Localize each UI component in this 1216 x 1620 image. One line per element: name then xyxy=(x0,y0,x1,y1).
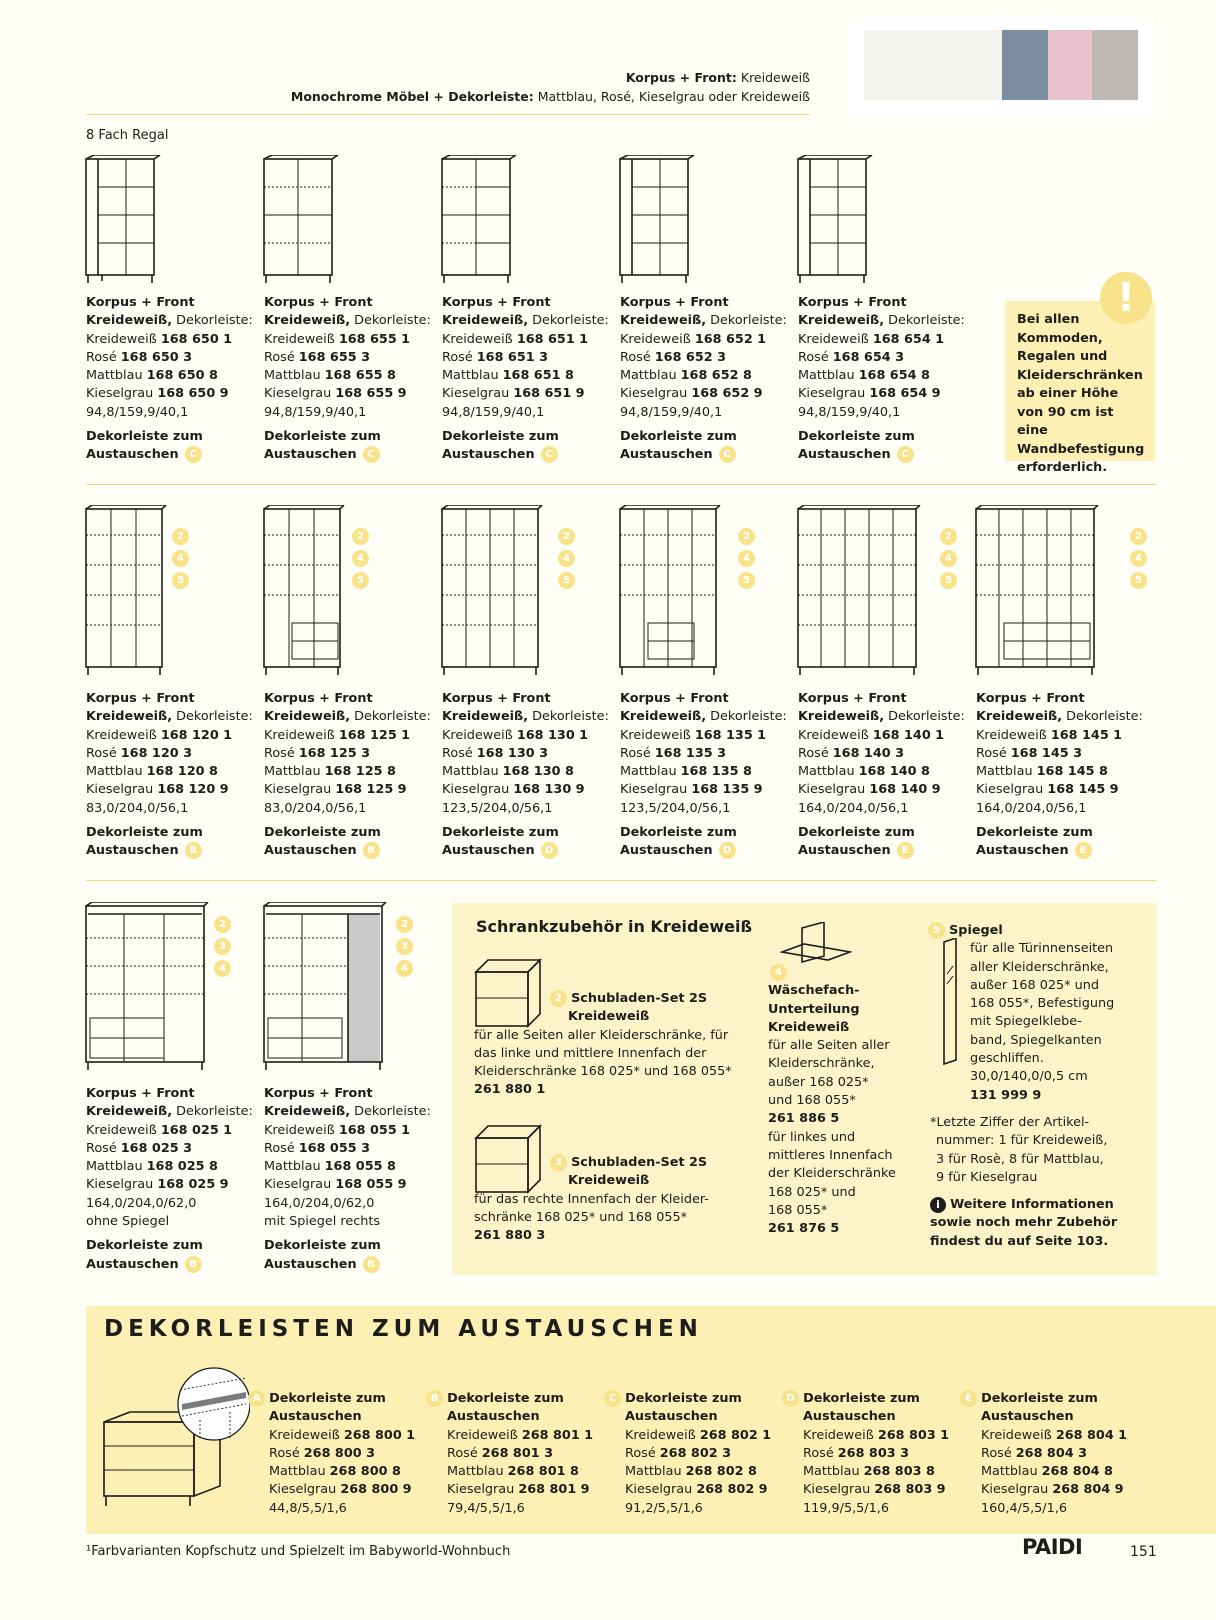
exclamation-icon: ! xyxy=(1100,272,1152,324)
deko-item: A Dekorleiste zum Austauschen Kreideweiß 268 800 1 Rosé 268 800 3 Mattblau 268 800 8 Kieselgrau 268 800 9 44,8/5,5/1,6 xyxy=(246,1390,416,1518)
accessory-badges: 2 3 4 xyxy=(214,916,232,982)
wall-mount-notice: Bei allen Kommoden, Regalen und Kleiderschränken ab einer Höhe von 90 cm ist eine Wandbefestigung erforderlich. xyxy=(1005,301,1155,461)
deko-badge: D xyxy=(719,842,736,859)
product-item: Korpus + Front Kreideweiß, Dekorleiste: Kreideweiß 168 652 1 Rosé 168 652 3 Mattblau 168 652 8 Kieselgrau 168 652 9 94,8/159,9/40,1 Dekorleiste zum Austauschen C xyxy=(620,295,787,463)
accessory-shelf-divider: 4 Wäschefach- Unterteilung Kreideweiß für alle Seiten aller Kleiderschränke, außer 168 025* und 168 055* 261 886 5 für linkes und mittleres Innenfach der Kleiderschränke 168 025* und 168 055* 261 876 5 xyxy=(768,964,918,1238)
product-item: Korpus + Front Kreideweiß, Dekorleiste: Kreideweiß 168 130 1 Rosé 168 130 3 Mattblau 168 130 8 Kieselgrau 168 130 9 123,5/204,0/56,1 Dekorleiste zum Austauschen D xyxy=(442,691,609,859)
product-item: Korpus + Front Kreideweiß, Dekorleiste: Kreideweiß 168 055 1 Rosé 168 055 3 Mattblau 168 055 8 Kieselgrau 168 055 9 164,0/204,0/62,0 mit Spiegel rechts Dekorleiste zum Austauschen B xyxy=(264,1086,431,1272)
product-item: Korpus + Front Kreideweiß, Dekorleiste: Kreideweiß 168 125 1 Rosé 168 125 3 Mattblau 168 125 8 Kieselgrau 168 125 9 83,0/204,0/56,1 Dekorleiste zum Austauschen B xyxy=(264,691,431,859)
product-item: Korpus + Front Kreideweiß, Dekorleiste: Kreideweiß 168 145 1 Rosé 168 145 3 Mattblau 168 145 8 Kieselgrau 168 145 9 164,0/204,0/56,1 Dekorleiste zum Austauschen E xyxy=(976,691,1143,859)
header-info xyxy=(150,68,810,106)
swatch-kieselgrau xyxy=(1092,30,1138,100)
deko-badge: C xyxy=(897,446,914,463)
product-item: Korpus + Front Kreideweiß, Dekorleiste: Kreideweiß 168 025 1 Rosé 168 025 3 Mattblau 168 025 8 Kieselgrau 168 025 9 164,0/204,0/62,0 ohne Spiegel Dekorleiste zum Austauschen B xyxy=(86,1086,253,1272)
deko-item: D Dekorleiste zum Austauschen Kreideweiß 268 803 1 Rosé 268 803 3 Mattblau 268 803 8 Kieselgrau 268 803 9 119,9/5,5/1,6 xyxy=(780,1390,950,1518)
header-line2-value: Mattblau, Rosé, Kieselgrau oder Kreideweiß xyxy=(537,89,810,104)
deko-item: C Dekorleiste zum Austauschen Kreideweiß 268 802 1 Rosé 268 802 3 Mattblau 268 802 8 Kieselgrau 268 802 9 91,2/5,5/1,6 xyxy=(602,1390,772,1518)
wardrobe-drawing xyxy=(796,505,922,677)
sliding-wardrobe-drawing xyxy=(84,902,210,1072)
accessory-badges: 2 4 5 xyxy=(940,528,958,594)
deko-badge: C xyxy=(719,446,736,463)
color-swatches xyxy=(848,18,1154,116)
shelf-drawing xyxy=(440,155,518,287)
deko-badge: E xyxy=(1075,842,1092,859)
product-item: Korpus + Front Kreideweiß, Dekorleiste: Kreideweiß 168 120 1 Rosé 168 120 3 Mattblau 168 120 8 Kieselgrau 168 120 9 83,0/204,0/56,1 Dekorleiste zum Austauschen B xyxy=(86,691,253,859)
shelf-drawing xyxy=(84,155,162,287)
deko-badge: B xyxy=(363,842,380,859)
accessory-mirror: 5 Spiegel für alle Türinnenseiten aller Kleiderschränke, außer 168 025* und 168 055*, Befestigung mit Spiegelklebe- band, Spiegelkanten geschliffen. 30,0/140,0/0,5 cm 131 999 9 xyxy=(948,922,1148,1105)
shelf-drawing xyxy=(618,155,696,287)
deko-badge: C xyxy=(185,446,202,463)
deko-badge: D xyxy=(541,842,558,859)
product-item: Korpus + Front Kreideweiß, Dekorleiste: Kreideweiß 168 651 1 Rosé 168 651 3 Mattblau 168 651 8 Kieselgrau 168 651 9 94,8/159,9/40,1 Dekorleiste zum Austauschen C xyxy=(442,295,609,463)
brand-logo: PAIDI xyxy=(1022,1535,1083,1559)
accessory-badges: 2 4 5 xyxy=(1130,528,1148,594)
deko-item: B Dekorleiste zum Austauschen Kreideweiß 268 801 1 Rosé 268 801 3 Mattblau 268 801 8 Kieselgrau 268 801 9 79,4/5,5/1,6 xyxy=(424,1390,594,1518)
product-item: Korpus + Front Kreideweiß, Dekorleiste: Kreideweiß 168 655 1 Rosé 168 655 3 Mattblau 168 655 8 Kieselgrau 168 655 9 94,8/159,9/40,1 Dekorleiste zum Austauschen C xyxy=(264,295,431,463)
row-divider xyxy=(86,484,1156,485)
more-info-note: i Weitere Informationen sowie noch mehr Zubehör findest du auf Seite 103. xyxy=(930,1197,1118,1249)
section-title: 8 Fach Regal xyxy=(86,128,169,143)
accessory-drawer-set-2s-right: 3 Schubladen-Set 2S Kreideweiß für das rechte Innenfach der Kleider- schränke 168 025* und 168 055* 261 880 3 xyxy=(474,1155,709,1244)
deko-title: DEKORLEISTEN ZUM AUSTAUSCHEN xyxy=(104,1316,703,1342)
product-item: Korpus + Front Kreideweiß, Dekorleiste: Kreideweiß 168 135 1 Rosé 168 135 3 Mattblau 168 135 8 Kieselgrau 168 135 9 123,5/204,0/56,1 Dekorleiste zum Austauschen D xyxy=(620,691,787,859)
header-divider xyxy=(86,114,810,115)
header-line1-value: Kreideweiß xyxy=(740,70,810,85)
product-item: Korpus + Front Kreideweiß, Dekorleiste: Kreideweiß 168 140 1 Rosé 168 140 3 Mattblau 168 140 8 Kieselgrau 168 140 9 164,0/204,0/56,1 Dekorleiste zum Austauschen E xyxy=(798,691,965,859)
dresser-trim-drawing xyxy=(100,1364,250,1512)
article-number-footnote: *Letzte Ziffer der Artikel- nummer: 1 für Kreideweiß, 3 für Rosè, 8 für Mattblau, 9 für Kieselgrau xyxy=(930,1115,1108,1185)
accessory-badges: 2 4 5 xyxy=(558,528,576,594)
wardrobe-drawing xyxy=(84,505,168,677)
deko-badge: C xyxy=(363,446,380,463)
accessory-badges: 2 4 5 xyxy=(738,528,756,594)
accessory-badges: 2 4 5 xyxy=(172,528,190,594)
deko-badge: C xyxy=(541,446,558,463)
wardrobe-drawing xyxy=(440,505,544,677)
deko-badge: E xyxy=(897,842,914,859)
deko-item: E Dekorleiste zum Austauschen Kreideweiß 268 804 1 Rosé 268 804 3 Mattblau 268 804 8 Kieselgrau 268 804 9 160,4/5,5/1,6 xyxy=(958,1390,1128,1518)
swatch-kreideweiss xyxy=(864,30,1002,100)
swatch-mattblau xyxy=(1002,30,1048,100)
page-number: 151 xyxy=(1130,1544,1157,1560)
deko-badge: B xyxy=(185,842,202,859)
product-item: Korpus + Front Kreideweiß, Dekorleiste: Kreideweiß 168 650 1 Rosé 168 650 3 Mattblau 168 650 8 Kieselgrau 168 650 9 94,8/159,9/40,1 Dekorleiste zum Austauschen C xyxy=(86,295,253,463)
accessory-drawer-set-2s: 2 Schubladen-Set 2S Kreideweiß für alle Seiten aller Kleiderschränke, für das linke und mittlere Innenfach der Kleiderschränke 168 025* und 168 055* 261 880 1 xyxy=(474,991,732,1098)
footer-note: ¹Farbvarianten Kopfschutz und Spielzelt im Babyworld-Wohnbuch xyxy=(86,1544,511,1559)
shelf-drawing xyxy=(796,155,874,287)
wardrobe-drawing xyxy=(974,505,1100,677)
product-item: Korpus + Front Kreideweiß, Dekorleiste: Kreideweiß 168 654 1 Rosé 168 654 3 Mattblau 168 654 8 Kieselgrau 168 654 9 94,8/159,9/40,1 Dekorleiste zum Austauschen C xyxy=(798,295,965,463)
info-icon: i xyxy=(930,1197,946,1213)
accessory-badges: 2 4 5 xyxy=(352,528,370,594)
sliding-wardrobe-mirror-drawing xyxy=(262,902,388,1072)
wardrobe-drawing xyxy=(262,505,346,677)
header-line2-label: Monochrome Möbel + Dekorleiste: xyxy=(290,89,534,104)
header-line1-label: Korpus + Front: xyxy=(625,70,737,85)
shelf-drawing xyxy=(262,155,340,287)
accessory-badges: 2 3 4 xyxy=(396,916,414,982)
row-divider xyxy=(86,880,1156,881)
wardrobe-drawing xyxy=(618,505,722,677)
deko-badge: B xyxy=(363,1256,380,1273)
deko-badge: B xyxy=(185,1256,202,1273)
accessories-title: Schrankzubehör in Kreideweiß xyxy=(476,917,752,936)
swatch-rose xyxy=(1048,30,1092,100)
